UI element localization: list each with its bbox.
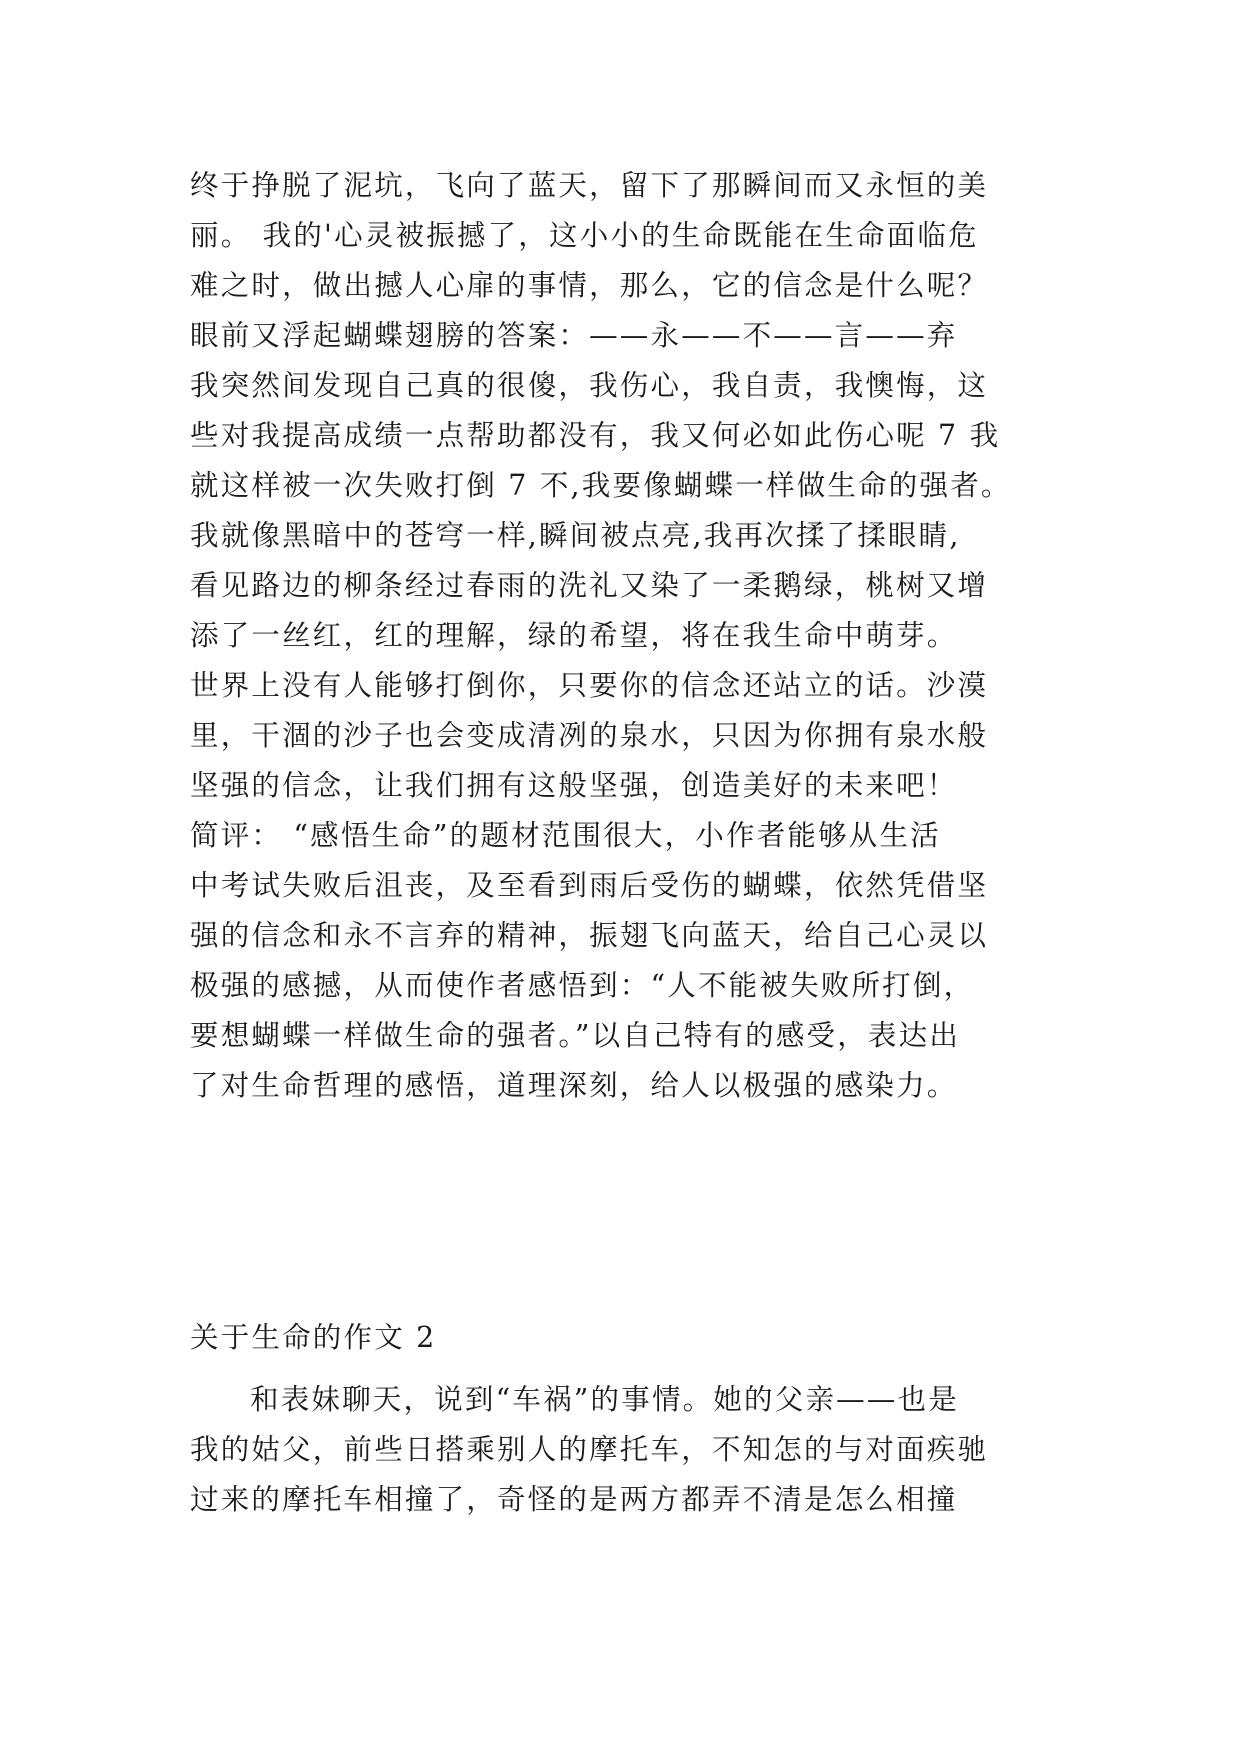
- text-line: 眼前又浮起蝴蝶翅膀的答案：——永——不——言——弃: [190, 319, 958, 352]
- text-line: 丽。 我的'心灵被振撼了，这小小的生命既能在生命面临危: [190, 219, 979, 252]
- text-line: 难之时，做出撼人心扉的事情，那么，它的信念是什么呢？: [190, 269, 989, 302]
- text-line: 坚强的信念，让我们拥有这般坚强，创造美好的未来吧！: [190, 769, 958, 802]
- text-line: 我的姑父，前些日搭乘别人的摩托车，不知怎的与对面疾驰: [190, 1433, 989, 1466]
- commentary-line: 简评： “感悟生命”的题材范围很大，小作者能够从生活: [190, 819, 941, 852]
- text-line: 终于挣脱了泥坑，飞向了蓝天，留下了那瞬间而又永恒的美: [190, 169, 989, 202]
- essay-body-paragraph: [190, 161, 1050, 1111]
- essay-2-paragraph: [190, 1375, 1050, 1525]
- essay-heading: 关于生命的作文 2: [190, 1321, 437, 1354]
- text-line: 就这样被一次失败打倒 7 不,我要像蝴蝶一样做生命的强者。: [190, 469, 1012, 502]
- commentary-line: 要想蝴蝶一样做生命的强者。”以自己特有的感受，表达出: [190, 1019, 961, 1052]
- text-line: 些对我提高成绩一点帮助都没有，我又何必如此伤心呢 7 我: [190, 419, 1001, 452]
- commentary-line: 了对生命哲理的感悟，道理深刻，给人以极强的感染力。: [190, 1069, 958, 1102]
- text-line: 里，干涸的沙子也会变成清冽的泉水，只因为你拥有泉水般: [190, 719, 989, 752]
- text-line: 和表妹聊天，说到“车祸”的事情。她的父亲——也是: [250, 1383, 959, 1416]
- text-line: 我就像黑暗中的苍穹一样,瞬间被点亮,我再次揉了揉眼睛,: [190, 519, 961, 552]
- commentary-line: 强的信念和永不言弃的精神，振翅飞向蓝天，给自己心灵以: [190, 919, 989, 952]
- text-line: 我突然间发现自己真的很傻，我伤心，我自责，我懊悔，这: [190, 369, 989, 402]
- text-line: 看见路边的柳条经过春雨的洗礼又染了一柔鹅绿，桃树又增: [190, 569, 989, 602]
- text-line: 添了一丝红，红的理解，绿的希望，将在我生命中萌芽。: [190, 619, 958, 652]
- commentary-line: 极强的感撼，从而使作者感悟到：“人不能被失败所打倒，: [190, 969, 975, 1002]
- text-line: 过来的摩托车相撞了，奇怪的是两方都弄不清是怎么相撞: [190, 1483, 958, 1516]
- text-line: 世界上没有人能够打倒你，只要你的信念还站立的话。沙漠: [190, 669, 989, 702]
- commentary-line: 中考试失败后沮丧，及至看到雨后受伤的蝴蝶，依然凭借坚: [190, 869, 989, 902]
